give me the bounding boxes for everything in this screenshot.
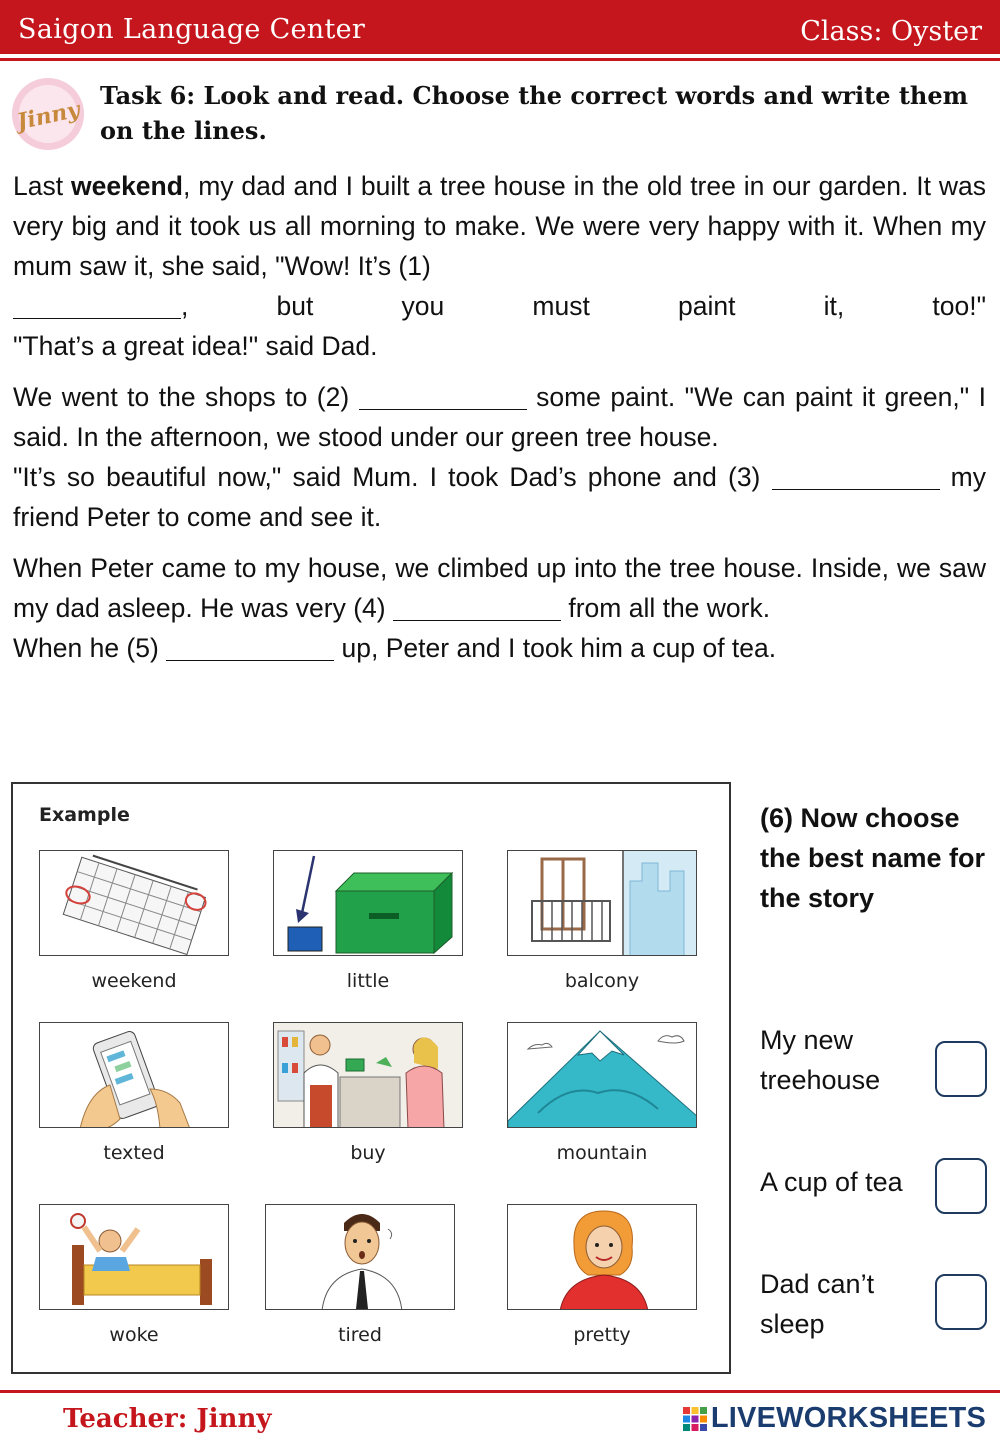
word-label-weekend: weekend bbox=[91, 970, 177, 992]
balcony-picture bbox=[507, 850, 697, 956]
liveworksheets-logo[interactable] bbox=[682, 1402, 986, 1435]
option-label-1: My new treehouse bbox=[760, 1025, 881, 1095]
answer-blank-3[interactable] bbox=[772, 462, 940, 490]
answer-blank-5[interactable] bbox=[166, 633, 334, 661]
school-name: Saigon Language Center bbox=[18, 14, 366, 45]
class-name: Class: Oyster bbox=[800, 16, 982, 47]
header-divider bbox=[0, 58, 1000, 61]
bed-picture bbox=[39, 1204, 229, 1310]
example-label: Example bbox=[39, 804, 130, 826]
phone-picture bbox=[39, 1022, 229, 1128]
option-label-2: A cup of tea bbox=[760, 1167, 903, 1197]
word-label-pretty: pretty bbox=[573, 1324, 631, 1346]
option-checkbox-3[interactable] bbox=[935, 1274, 987, 1330]
footer-divider bbox=[0, 1390, 1000, 1393]
bold-word: weekend bbox=[70, 171, 183, 201]
option-label-3: Dad can’t sleep bbox=[760, 1269, 875, 1339]
liveworksheets-brand: LIVEWORKSHEETS bbox=[710, 1402, 986, 1434]
shop-picture bbox=[273, 1022, 463, 1128]
option-checkbox-1[interactable] bbox=[935, 1041, 987, 1097]
word-label-woke: woke bbox=[109, 1324, 159, 1346]
word-label-buy: buy bbox=[350, 1142, 386, 1164]
jinny-logo-icon bbox=[12, 78, 84, 150]
mountain-picture bbox=[507, 1022, 697, 1128]
liveworksheets-icon bbox=[682, 1406, 708, 1432]
tired-man-picture bbox=[265, 1204, 455, 1310]
word-label-balcony: balcony bbox=[564, 970, 640, 992]
story-paragraph-2: We went to the shops to (2) some paint. "We can paint it green," I said. In the afternoon, we stood under our green tree house. "It’s so beautiful now," said Mum. I took Dad’s phone and (3) my friend Peter to come and see it. bbox=[13, 382, 987, 532]
story-paragraph-1: Last weekend, my dad and I built a tree house in the old tree in our garden. It was very big and it took us all morning to make. We were very happy with it. When my mum saw it, she said, "Wow! It’s (1) , but you must paint it, too!" "That’s a great idea!" said Dad. bbox=[13, 171, 986, 361]
answer-blank-4[interactable] bbox=[393, 593, 561, 621]
answer-blank-1[interactable] bbox=[13, 291, 181, 319]
woman-picture bbox=[507, 1204, 697, 1310]
task-title: Task 6: Look and read. Choose the correct words and write them on the lines. bbox=[100, 81, 969, 145]
logo-text: Jinny bbox=[14, 96, 83, 136]
word-label-texted: texted bbox=[103, 1142, 165, 1164]
word-label-little: little bbox=[346, 970, 390, 992]
word-label-mountain: mountain bbox=[556, 1142, 648, 1164]
word-label-tired: tired bbox=[338, 1324, 382, 1346]
answer-blank-2[interactable] bbox=[359, 382, 527, 410]
header-bar bbox=[0, 0, 1000, 54]
option-checkbox-2[interactable] bbox=[935, 1158, 987, 1214]
title-question: (6) Now choose the best name for the story bbox=[760, 803, 986, 913]
box-picture bbox=[273, 850, 463, 956]
word-picture-board bbox=[11, 782, 731, 1374]
story-paragraph-3: When Peter came to my house, we climbed up into the tree house. Inside, we saw my dad asleep. He was very (4) from all the work. When he (5) up, Peter and I took him a cup of tea. bbox=[13, 553, 986, 663]
teacher-name: Teacher: Jinny bbox=[63, 1404, 272, 1434]
story-text bbox=[13, 166, 986, 679]
calendar-picture bbox=[39, 850, 229, 956]
